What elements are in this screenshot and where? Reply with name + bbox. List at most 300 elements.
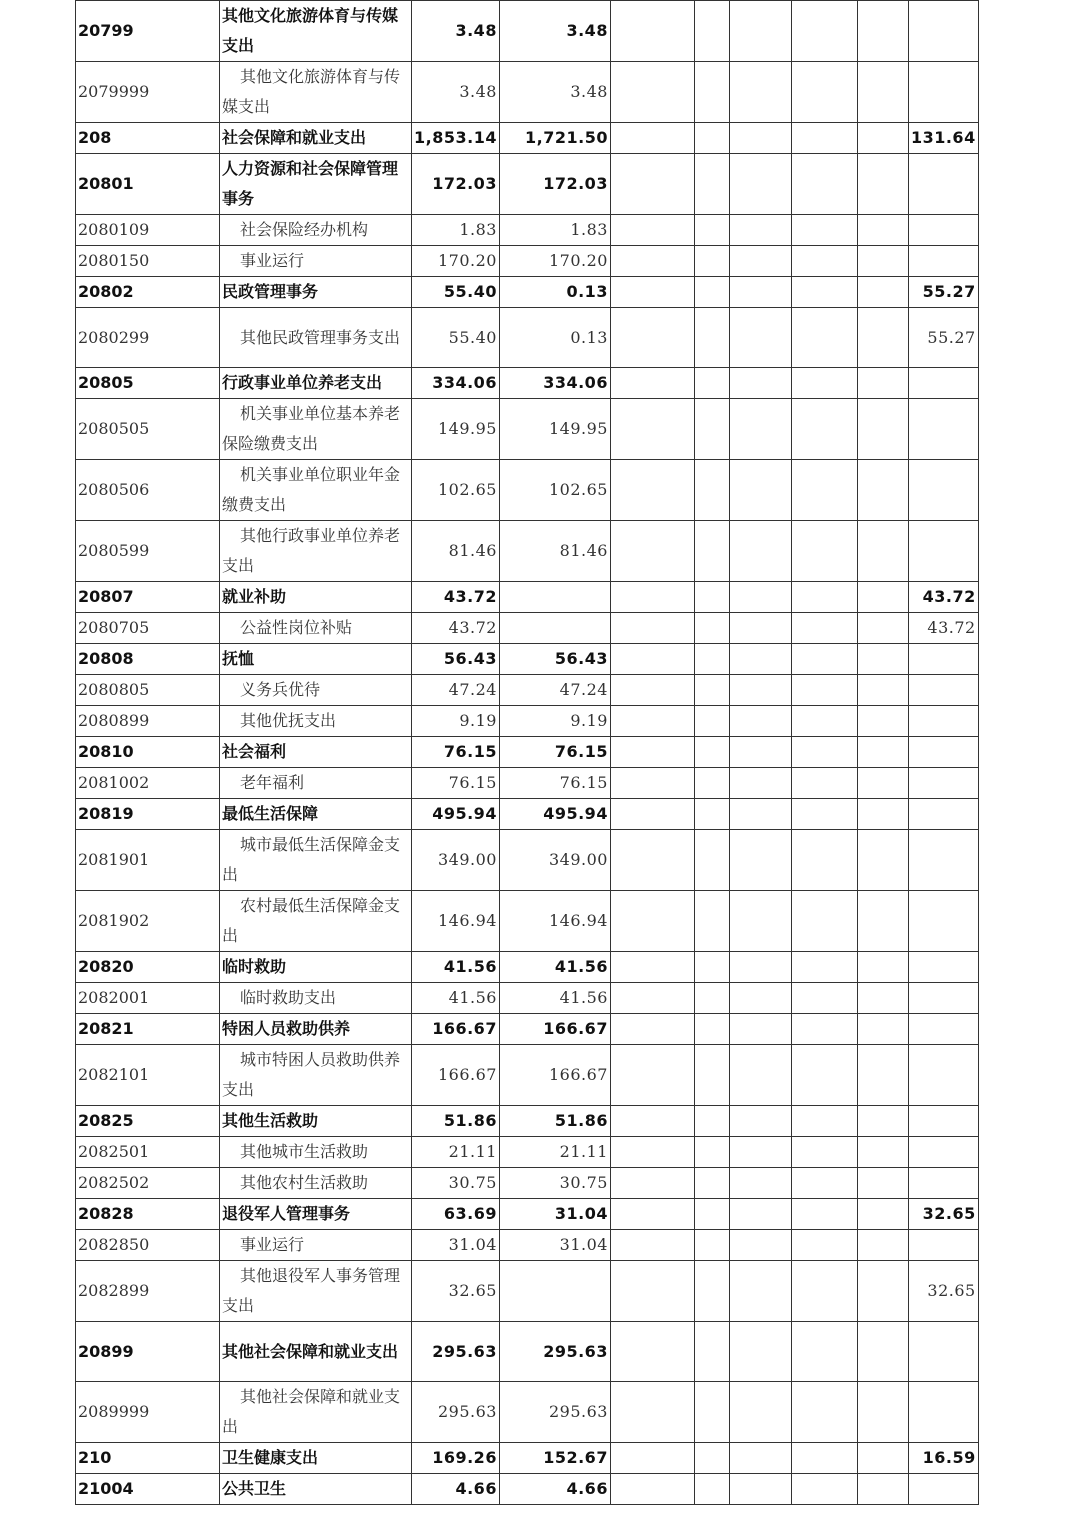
- row-amount-c2: [499, 613, 610, 644]
- empty-cell: [610, 675, 694, 706]
- row-amount-c9: [908, 1322, 978, 1382]
- empty-cell: [694, 1, 729, 62]
- empty-cell: [729, 1382, 791, 1443]
- row-name-text: 公共卫生: [222, 1479, 287, 1498]
- row-amount-c9: [908, 830, 978, 891]
- table-row: [76, 1199, 979, 1230]
- row-name: [220, 675, 412, 706]
- empty-cell: [610, 308, 694, 368]
- empty-cell: [791, 613, 857, 644]
- empty-cell: [610, 1199, 694, 1230]
- row-amount-c2: 76.15: [499, 768, 610, 799]
- empty-cell: [791, 1230, 857, 1261]
- empty-cell: [857, 399, 908, 460]
- row-name-text: 其他农村生活救助: [240, 1173, 369, 1192]
- row-name: [220, 891, 412, 952]
- row-amount-c9: [908, 644, 978, 675]
- empty-cell: [729, 246, 791, 277]
- empty-cell: [729, 706, 791, 737]
- row-amount-c2: 170.20: [499, 246, 610, 277]
- empty-cell: [857, 277, 908, 308]
- empty-cell: [791, 830, 857, 891]
- row-amount-c2: 102.65: [499, 460, 610, 521]
- row-amount-c1: 1.83: [412, 215, 500, 246]
- row-code: 20819: [76, 799, 220, 830]
- empty-cell: [791, 521, 857, 582]
- row-name: [220, 799, 412, 830]
- row-name-text: 其他社会保障和就业支出: [222, 1387, 401, 1436]
- empty-cell: [857, 1474, 908, 1505]
- empty-cell: [791, 1, 857, 62]
- empty-cell: [610, 1382, 694, 1443]
- empty-cell: [729, 1014, 791, 1045]
- row-amount-c1: 43.72: [412, 613, 500, 644]
- row-amount-c1: 169.26: [412, 1443, 500, 1474]
- row-amount-c1: 63.69: [412, 1199, 500, 1230]
- row-amount-c9: [908, 1137, 978, 1168]
- empty-cell: [791, 1443, 857, 1474]
- row-amount-c9: [908, 1045, 978, 1106]
- row-amount-c1: 21.11: [412, 1137, 500, 1168]
- row-amount-c1: 495.94: [412, 799, 500, 830]
- row-code: 20820: [76, 952, 220, 983]
- table-row: [76, 62, 979, 123]
- empty-cell: [729, 277, 791, 308]
- row-amount-c2: 349.00: [499, 830, 610, 891]
- empty-cell: [610, 1, 694, 62]
- row-code: 2080505: [76, 399, 220, 460]
- empty-cell: [694, 799, 729, 830]
- row-name-text: 机关事业单位职业年金缴费支出: [222, 465, 401, 514]
- empty-cell: [791, 582, 857, 613]
- empty-cell: [694, 1230, 729, 1261]
- table-row: [76, 246, 979, 277]
- row-amount-c1: 56.43: [412, 644, 500, 675]
- table-row: [76, 1474, 979, 1505]
- row-name-text: 其他优抚支出: [240, 711, 337, 730]
- table-row: [76, 1106, 979, 1137]
- empty-cell: [791, 368, 857, 399]
- empty-cell: [791, 644, 857, 675]
- row-code: 2080299: [76, 308, 220, 368]
- empty-cell: [694, 952, 729, 983]
- empty-cell: [694, 1474, 729, 1505]
- empty-cell: [694, 246, 729, 277]
- row-amount-c2: 30.75: [499, 1168, 610, 1199]
- empty-cell: [694, 308, 729, 368]
- empty-cell: [791, 1474, 857, 1505]
- row-code: 2082101: [76, 1045, 220, 1106]
- row-amount-c9: [908, 675, 978, 706]
- empty-cell: [729, 830, 791, 891]
- row-amount-c1: 47.24: [412, 675, 500, 706]
- empty-cell: [857, 1261, 908, 1322]
- row-name-text: 卫生健康支出: [222, 1448, 319, 1467]
- row-name: [220, 1230, 412, 1261]
- empty-cell: [694, 399, 729, 460]
- row-name-text: 其他社会保障和就业支出: [222, 1341, 399, 1361]
- empty-cell: [791, 1261, 857, 1322]
- empty-cell: [791, 123, 857, 154]
- empty-cell: [791, 399, 857, 460]
- empty-cell: [729, 123, 791, 154]
- table-row: [76, 1137, 979, 1168]
- empty-cell: [857, 215, 908, 246]
- empty-cell: [610, 1106, 694, 1137]
- table-row: [76, 1230, 979, 1261]
- row-code: 2080109: [76, 215, 220, 246]
- row-amount-c2: 41.56: [499, 983, 610, 1014]
- row-amount-c2: 31.04: [499, 1199, 610, 1230]
- table-row: [76, 1168, 979, 1199]
- row-amount-c2: 3.48: [499, 62, 610, 123]
- empty-cell: [729, 460, 791, 521]
- row-amount-c9: 16.59: [908, 1443, 978, 1474]
- row-name-text: 就业补助: [222, 587, 287, 606]
- empty-cell: [791, 675, 857, 706]
- row-amount-c9: [908, 799, 978, 830]
- table-row: [76, 675, 979, 706]
- empty-cell: [694, 1137, 729, 1168]
- empty-cell: [729, 613, 791, 644]
- row-amount-c1: 9.19: [412, 706, 500, 737]
- row-name-text: 行政事业单位养老支出: [222, 373, 383, 392]
- empty-cell: [729, 368, 791, 399]
- row-amount-c9: 55.27: [908, 308, 978, 368]
- empty-cell: [857, 246, 908, 277]
- empty-cell: [857, 983, 908, 1014]
- empty-cell: [857, 368, 908, 399]
- table-row: [76, 737, 979, 768]
- table-row: [76, 1, 979, 62]
- empty-cell: [791, 62, 857, 123]
- row-amount-c9: [908, 521, 978, 582]
- empty-cell: [791, 246, 857, 277]
- row-amount-c1: 149.95: [412, 399, 500, 460]
- empty-cell: [791, 1106, 857, 1137]
- empty-cell: [610, 460, 694, 521]
- row-amount-c2: 495.94: [499, 799, 610, 830]
- empty-cell: [610, 644, 694, 675]
- table-row: [76, 368, 979, 399]
- row-name: [220, 368, 412, 399]
- empty-cell: [694, 1045, 729, 1106]
- row-code: 20802: [76, 277, 220, 308]
- row-amount-c1: 170.20: [412, 246, 500, 277]
- row-code: 2080599: [76, 521, 220, 582]
- empty-cell: [857, 1137, 908, 1168]
- row-amount-c2: 295.63: [499, 1382, 610, 1443]
- row-name: [220, 737, 412, 768]
- empty-cell: [729, 644, 791, 675]
- row-name-text: 其他退役军人事务管理支出: [222, 1266, 401, 1315]
- empty-cell: [694, 582, 729, 613]
- row-amount-c1: 76.15: [412, 768, 500, 799]
- row-amount-c2: 149.95: [499, 399, 610, 460]
- empty-cell: [857, 1230, 908, 1261]
- table-row: [76, 1382, 979, 1443]
- row-code: 20801: [76, 154, 220, 215]
- empty-cell: [857, 62, 908, 123]
- empty-cell: [610, 1045, 694, 1106]
- empty-cell: [610, 277, 694, 308]
- row-name: [220, 613, 412, 644]
- empty-cell: [729, 983, 791, 1014]
- row-code: 20828: [76, 1199, 220, 1230]
- empty-cell: [791, 215, 857, 246]
- empty-cell: [729, 62, 791, 123]
- row-name: [220, 1045, 412, 1106]
- empty-cell: [857, 1, 908, 62]
- row-amount-c2: [499, 582, 610, 613]
- row-amount-c2: 47.24: [499, 675, 610, 706]
- row-name: [220, 1106, 412, 1137]
- row-name-text: 城市最低生活保障金支出: [222, 835, 401, 884]
- row-name: [220, 952, 412, 983]
- empty-cell: [729, 582, 791, 613]
- empty-cell: [857, 154, 908, 215]
- row-amount-c1: 102.65: [412, 460, 500, 521]
- empty-cell: [791, 1014, 857, 1045]
- table-row: [76, 399, 979, 460]
- row-amount-c2: 51.86: [499, 1106, 610, 1137]
- row-amount-c1: 3.48: [412, 1, 500, 62]
- empty-cell: [857, 521, 908, 582]
- row-name: [220, 1474, 412, 1505]
- row-name-text: 其他民政管理事务支出: [240, 327, 401, 347]
- row-amount-c1: 166.67: [412, 1014, 500, 1045]
- empty-cell: [610, 1014, 694, 1045]
- row-name-text: 公益性岗位补贴: [240, 618, 353, 637]
- row-name-text: 人力资源和社会保障管理事务: [222, 159, 399, 208]
- empty-cell: [610, 891, 694, 952]
- empty-cell: [729, 308, 791, 368]
- row-name: [220, 1199, 412, 1230]
- row-amount-c1: 295.63: [412, 1322, 500, 1382]
- row-name: [220, 1322, 412, 1382]
- row-code: 2079999: [76, 62, 220, 123]
- empty-cell: [857, 1045, 908, 1106]
- empty-cell: [857, 123, 908, 154]
- empty-cell: [610, 399, 694, 460]
- row-amount-c2: 1,721.50: [499, 123, 610, 154]
- row-name-text: 民政管理事务: [222, 282, 319, 301]
- row-amount-c1: 3.48: [412, 62, 500, 123]
- empty-cell: [610, 1322, 694, 1382]
- empty-cell: [857, 830, 908, 891]
- row-name-text: 社会福利: [222, 742, 287, 761]
- empty-cell: [857, 644, 908, 675]
- row-amount-c9: [908, 891, 978, 952]
- empty-cell: [694, 891, 729, 952]
- table-row: [76, 215, 979, 246]
- row-amount-c1: 51.86: [412, 1106, 500, 1137]
- table-row: [76, 521, 979, 582]
- empty-cell: [729, 737, 791, 768]
- row-amount-c1: 31.04: [412, 1230, 500, 1261]
- empty-cell: [729, 1199, 791, 1230]
- row-amount-c2: 9.19: [499, 706, 610, 737]
- row-amount-c1: 334.06: [412, 368, 500, 399]
- empty-cell: [729, 768, 791, 799]
- row-amount-c2: 152.67: [499, 1443, 610, 1474]
- empty-cell: [610, 62, 694, 123]
- row-amount-c1: 1,853.14: [412, 123, 500, 154]
- row-code: 20805: [76, 368, 220, 399]
- row-name: [220, 830, 412, 891]
- empty-cell: [694, 62, 729, 123]
- empty-cell: [694, 215, 729, 246]
- empty-cell: [610, 706, 694, 737]
- table-row: [76, 1261, 979, 1322]
- empty-cell: [857, 308, 908, 368]
- empty-cell: [694, 675, 729, 706]
- row-amount-c9: [908, 246, 978, 277]
- table-row: [76, 154, 979, 215]
- empty-cell: [610, 799, 694, 830]
- row-name: [220, 1443, 412, 1474]
- row-amount-c1: 4.66: [412, 1474, 500, 1505]
- row-code: 2080506: [76, 460, 220, 521]
- row-name: [220, 768, 412, 799]
- row-amount-c1: 55.40: [412, 277, 500, 308]
- empty-cell: [729, 1168, 791, 1199]
- row-code: 208: [76, 123, 220, 154]
- empty-cell: [694, 768, 729, 799]
- row-amount-c1: 41.56: [412, 983, 500, 1014]
- empty-cell: [791, 1199, 857, 1230]
- empty-cell: [610, 1261, 694, 1322]
- empty-cell: [857, 891, 908, 952]
- row-name-text: 其他城市生活救助: [240, 1142, 369, 1161]
- empty-cell: [610, 613, 694, 644]
- row-amount-c1: 172.03: [412, 154, 500, 215]
- row-amount-c9: [908, 1106, 978, 1137]
- empty-cell: [694, 644, 729, 675]
- budget-table: [75, 0, 979, 1505]
- row-amount-c2: 295.63: [499, 1322, 610, 1382]
- row-name: [220, 521, 412, 582]
- row-amount-c9: [908, 368, 978, 399]
- table-row: [76, 952, 979, 983]
- table-row: [76, 706, 979, 737]
- empty-cell: [729, 1322, 791, 1382]
- row-code: 2080805: [76, 675, 220, 706]
- empty-cell: [610, 983, 694, 1014]
- row-name: [220, 399, 412, 460]
- row-code: 2082850: [76, 1230, 220, 1261]
- row-name: [220, 308, 412, 368]
- empty-cell: [729, 1261, 791, 1322]
- row-amount-c9: 32.65: [908, 1261, 978, 1322]
- empty-cell: [857, 582, 908, 613]
- empty-cell: [610, 1230, 694, 1261]
- empty-cell: [610, 952, 694, 983]
- row-code: 20810: [76, 737, 220, 768]
- empty-cell: [791, 799, 857, 830]
- row-name-text: 机关事业单位基本养老保险缴费支出: [222, 404, 401, 453]
- row-name-text: 退役军人管理事务: [222, 1204, 351, 1223]
- row-name-text: 农村最低生活保障金支出: [222, 896, 401, 945]
- row-amount-c2: 0.13: [499, 308, 610, 368]
- row-amount-c9: 131.64: [908, 123, 978, 154]
- row-amount-c2: 76.15: [499, 737, 610, 768]
- empty-cell: [694, 1322, 729, 1382]
- empty-cell: [857, 675, 908, 706]
- row-amount-c9: [908, 1168, 978, 1199]
- row-amount-c1: 166.67: [412, 1045, 500, 1106]
- row-name-text: 其他生活救助: [222, 1111, 319, 1130]
- empty-cell: [791, 154, 857, 215]
- empty-cell: [694, 123, 729, 154]
- row-amount-c9: [908, 62, 978, 123]
- row-code: 2082001: [76, 983, 220, 1014]
- row-amount-c2: 21.11: [499, 1137, 610, 1168]
- empty-cell: [857, 1106, 908, 1137]
- row-amount-c9: [908, 399, 978, 460]
- row-amount-c2: 4.66: [499, 1474, 610, 1505]
- row-name: [220, 215, 412, 246]
- empty-cell: [791, 983, 857, 1014]
- table-body: [76, 1, 979, 1505]
- row-name-text: 义务兵优待: [240, 680, 321, 699]
- empty-cell: [729, 215, 791, 246]
- row-amount-c1: 349.00: [412, 830, 500, 891]
- empty-cell: [857, 768, 908, 799]
- empty-cell: [694, 368, 729, 399]
- empty-cell: [791, 277, 857, 308]
- row-name: [220, 246, 412, 277]
- table-row: [76, 582, 979, 613]
- table-row: [76, 891, 979, 952]
- row-code: 2081002: [76, 768, 220, 799]
- empty-cell: [694, 1106, 729, 1137]
- empty-cell: [791, 737, 857, 768]
- row-amount-c9: [908, 737, 978, 768]
- table-row: [76, 768, 979, 799]
- table-row: [76, 1014, 979, 1045]
- empty-cell: [610, 215, 694, 246]
- empty-cell: [610, 123, 694, 154]
- empty-cell: [610, 154, 694, 215]
- empty-cell: [791, 768, 857, 799]
- row-amount-c9: [908, 460, 978, 521]
- table-row: [76, 1443, 979, 1474]
- empty-cell: [694, 1382, 729, 1443]
- empty-cell: [610, 768, 694, 799]
- table-row: [76, 277, 979, 308]
- empty-cell: [729, 154, 791, 215]
- row-name: [220, 123, 412, 154]
- row-code: 210: [76, 1443, 220, 1474]
- row-amount-c2: 166.67: [499, 1045, 610, 1106]
- row-name: [220, 1168, 412, 1199]
- empty-cell: [729, 1137, 791, 1168]
- empty-cell: [857, 613, 908, 644]
- row-amount-c2: 166.67: [499, 1014, 610, 1045]
- table-row: [76, 983, 979, 1014]
- empty-cell: [694, 1168, 729, 1199]
- row-name-text: 临时救助: [222, 957, 287, 976]
- empty-cell: [729, 521, 791, 582]
- row-amount-c1: 41.56: [412, 952, 500, 983]
- row-amount-c9: [908, 1474, 978, 1505]
- empty-cell: [610, 830, 694, 891]
- row-amount-c2: 172.03: [499, 154, 610, 215]
- row-code: 2080705: [76, 613, 220, 644]
- row-amount-c9: 55.27: [908, 277, 978, 308]
- row-name: [220, 460, 412, 521]
